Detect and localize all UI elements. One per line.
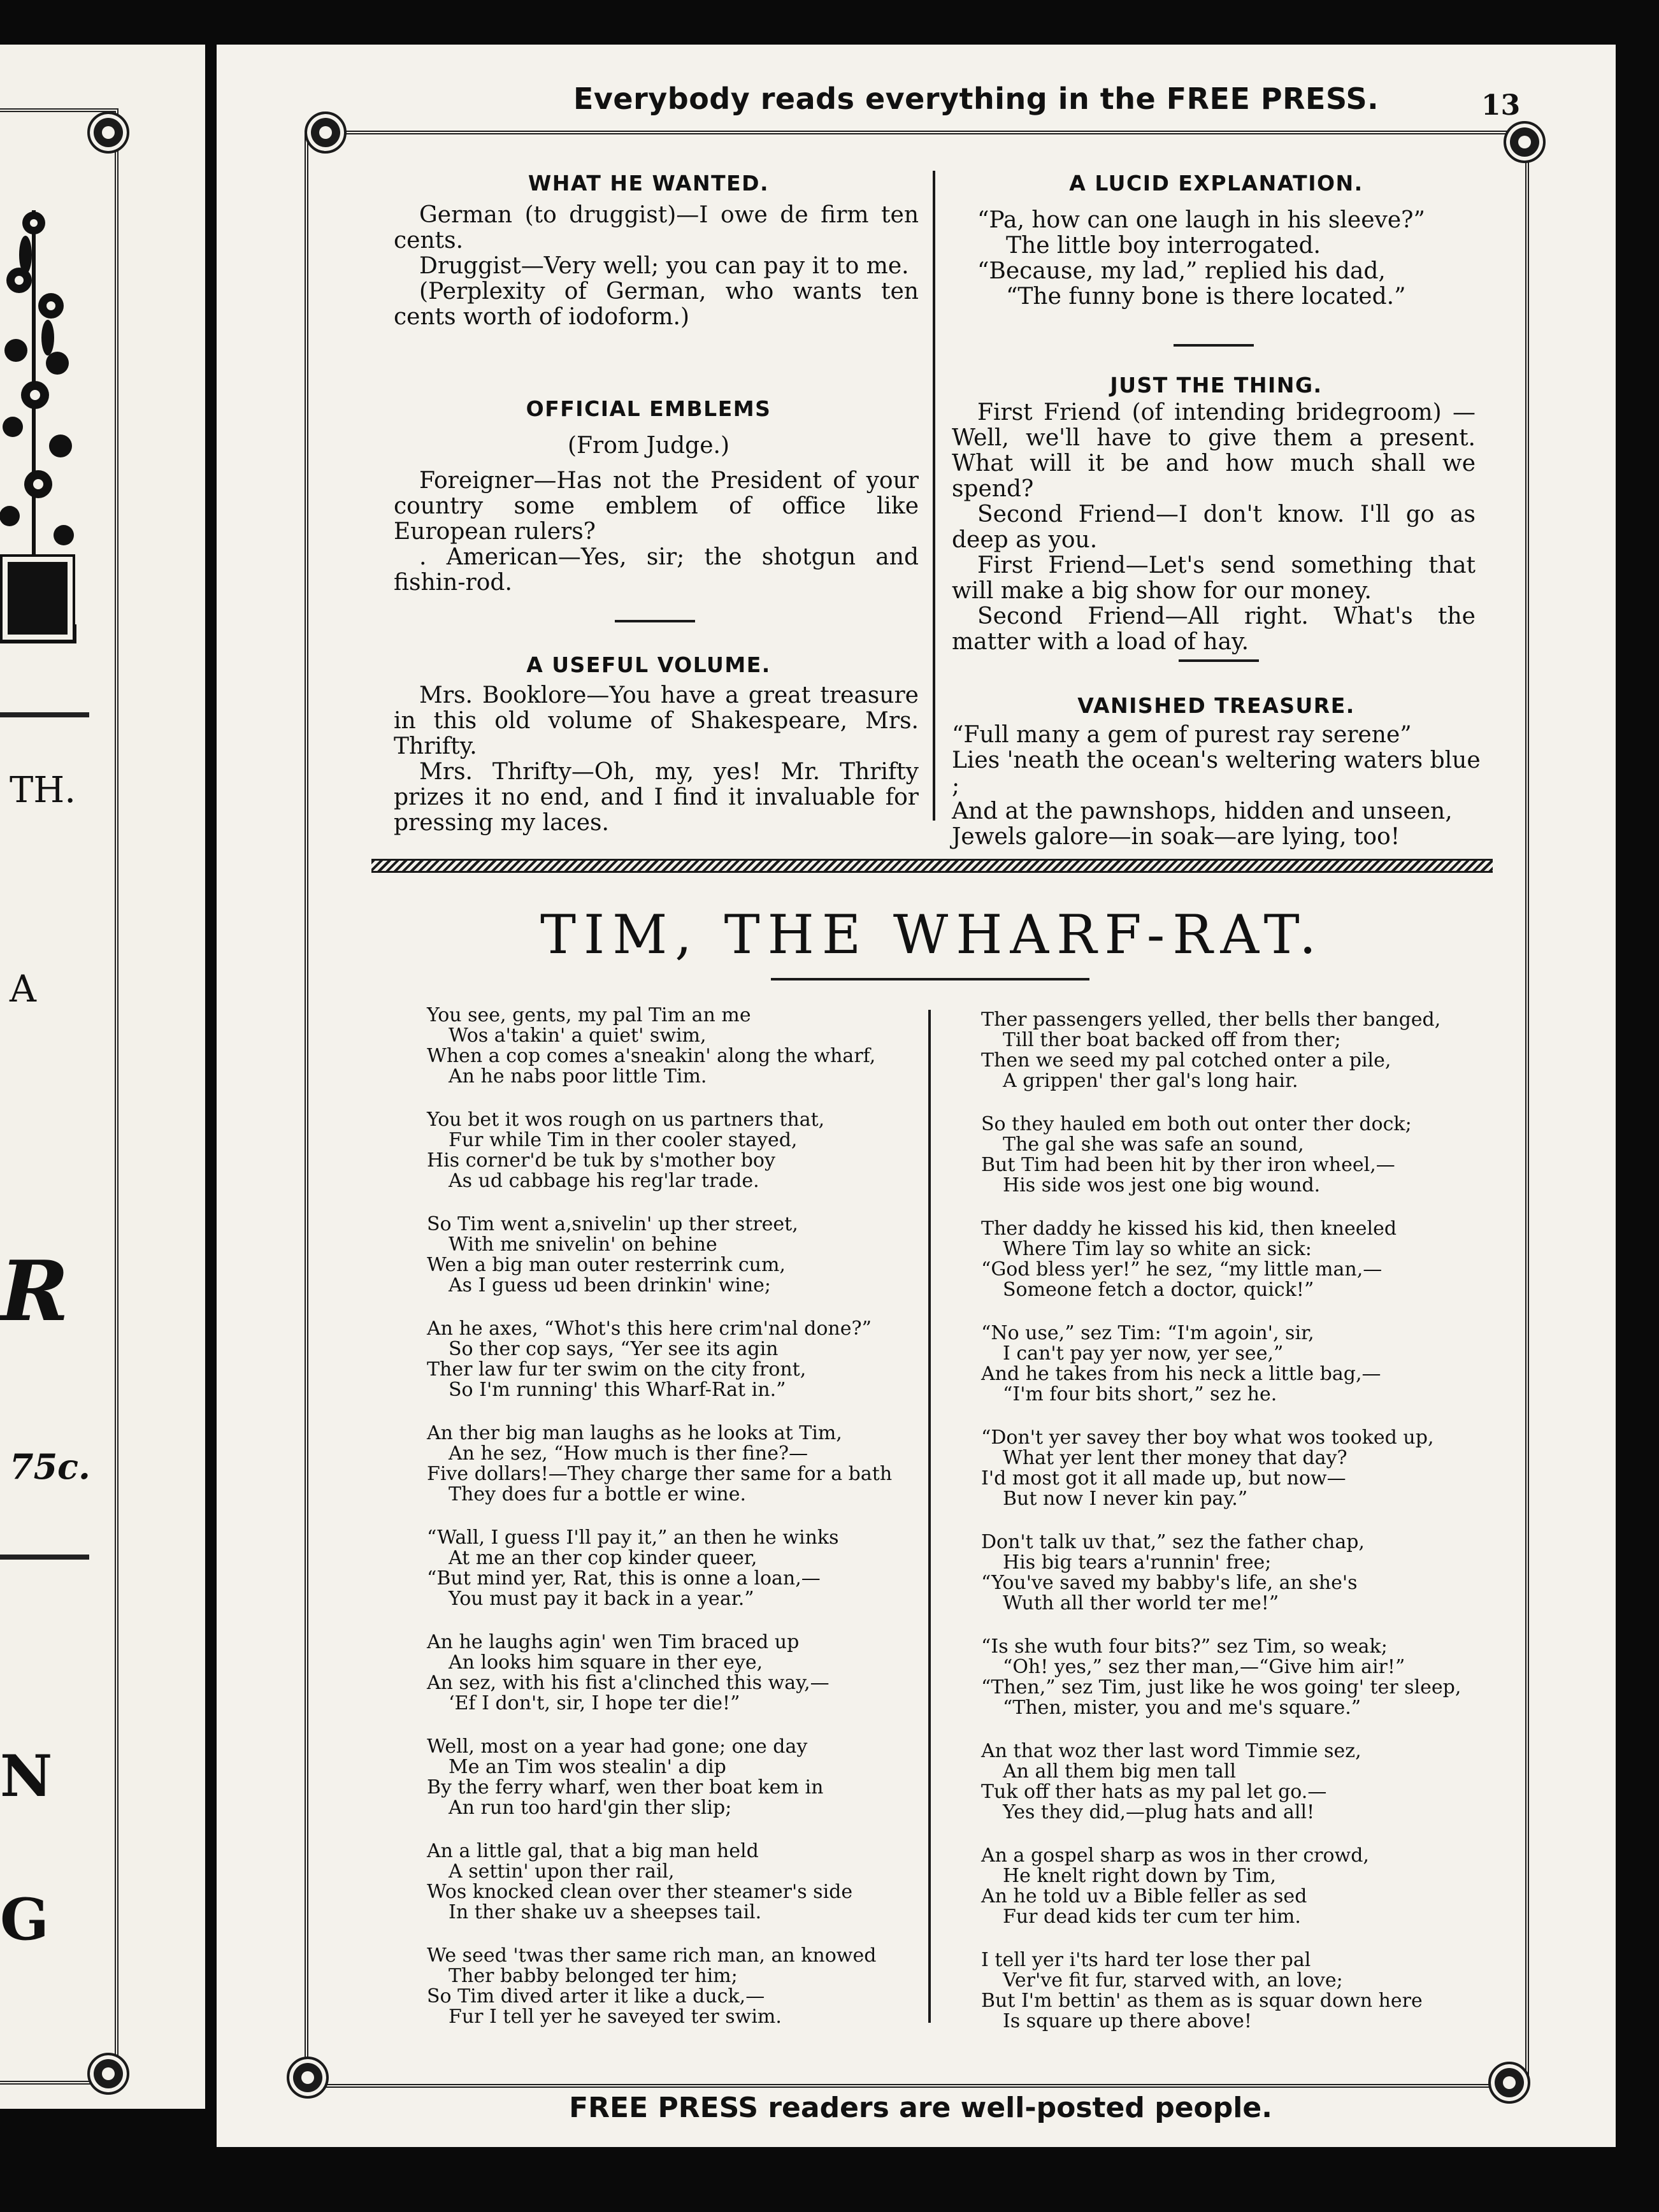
poem-right-column bbox=[981, 1010, 1484, 2055]
corner-rosette-icon bbox=[287, 2057, 329, 2099]
poem-line: “I'm four bits short,” sez he. bbox=[1003, 1383, 1277, 1405]
poem-line: Fur I tell yer he saveyed ter swim. bbox=[449, 2006, 782, 2028]
divider bbox=[0, 712, 89, 717]
poem-line: Wos knocked clean over ther steamer's side bbox=[427, 1881, 853, 1903]
article-line: German (to druggist)—I owe de firm ten cents. bbox=[394, 202, 919, 254]
poem-stanza bbox=[981, 1323, 1484, 1405]
poem-left-column bbox=[427, 1005, 911, 2050]
article-line: “The funny bone is there located.” bbox=[1006, 284, 1406, 310]
poem-line: So Tim went a,snivelin' up ther street, bbox=[427, 1213, 798, 1235]
poem-line: He knelt right down by Tim, bbox=[1003, 1865, 1277, 1887]
poem-line: With me snivelin' on behine bbox=[449, 1233, 717, 1256]
left-page-fragment: 75c. bbox=[10, 1446, 90, 1487]
poem-line: Fur while Tim in ther cooler stayed, bbox=[449, 1129, 798, 1151]
poem-line: Ther daddy he kissed his kid, then kneeled bbox=[981, 1217, 1397, 1240]
poem-line: Ther babby belonged ter him; bbox=[449, 1965, 738, 1987]
article-line: Mrs. Thrifty—Oh, my, yes! Mr. Thrifty prizes it no end, and I find it invaluable for pressing my laces. bbox=[394, 759, 919, 836]
column-divider bbox=[928, 1010, 931, 2023]
poem-stanza bbox=[427, 1841, 911, 1923]
article-line: Second Friend—I don't know. I'll go as deep as you. bbox=[952, 501, 1476, 553]
poem-line: What yer lent ther money that day? bbox=[1003, 1447, 1347, 1469]
hatched-divider bbox=[371, 859, 1493, 873]
poem-line: I tell yer i'ts hard ter lose ther pal bbox=[981, 1949, 1311, 1971]
article-vanished-treasure bbox=[952, 722, 1481, 850]
article-title: JUST THE THING. bbox=[1110, 373, 1323, 398]
corner-rosette-icon bbox=[87, 111, 129, 154]
poem-line: ‘Ef I don't, sir, I hope ter die!” bbox=[449, 1692, 740, 1714]
left-page-fragment: R bbox=[0, 1242, 69, 1340]
poem-line: Where Tim lay so white an sick: bbox=[1003, 1238, 1312, 1260]
article-line: Jewels galore—in soak—are lying, too! bbox=[952, 824, 1400, 850]
poem-stanza bbox=[427, 1110, 911, 1191]
poem-line: They does fur a bottle er wine. bbox=[449, 1483, 747, 1505]
article-lucid-explanation bbox=[952, 208, 1481, 310]
poem-stanza bbox=[427, 1737, 911, 1818]
poem-line: An run too hard'gin ther slip; bbox=[449, 1797, 732, 1819]
poem-line: Five dollars!—They charge ther same for a bath bbox=[427, 1463, 893, 1485]
poem-line: Fur dead kids ter cum ter him. bbox=[1003, 1906, 1301, 1928]
poem-line: So they hauled em both out onter ther dock; bbox=[981, 1113, 1412, 1135]
article-line: Foreigner—Has not the President of your country some emblem of office like European rulers? bbox=[394, 468, 919, 545]
poem-line: His big tears a'runnin' free; bbox=[1003, 1551, 1272, 1574]
poem-line: Ther passengers yelled, ther bells ther banged, bbox=[981, 1009, 1441, 1031]
poem-line: “God bless yer!” he sez, “my little man,— bbox=[981, 1258, 1382, 1281]
poem-line: An he laughs agin' wen Tim braced up bbox=[427, 1631, 800, 1653]
poem-line: An he nabs poor little Tim. bbox=[449, 1065, 707, 1088]
poem-line: “No use,” sez Tim: “I'm agoin', sir, bbox=[981, 1322, 1314, 1344]
poem-stanza bbox=[427, 1319, 911, 1400]
poem-line: Someone fetch a doctor, quick!” bbox=[1003, 1279, 1314, 1301]
poem-stanza bbox=[427, 1946, 911, 2027]
poem-stanza bbox=[981, 1428, 1484, 1509]
poem-line: A grippen' ther gal's long hair. bbox=[1003, 1070, 1298, 1092]
poem-line: Me an Tim wos stealin' a dip bbox=[449, 1756, 726, 1778]
corner-rosette-icon bbox=[87, 2053, 129, 2095]
poem-line: “But mind yer, Rat, this is onne a loan,— bbox=[427, 1567, 821, 1590]
article-line: (Perplexity of German, who wants ten cents worth of iodoform.) bbox=[394, 278, 919, 330]
article-just-the-thing bbox=[952, 400, 1476, 655]
article-line: Mrs. Booklore—You have a great treasure in this old volume of Shakespeare, Mrs. Thrifty. bbox=[394, 682, 919, 759]
poem-line: But I'm bettin' as them as is squar down here bbox=[981, 1990, 1423, 2012]
article-title: VANISHED TREASURE. bbox=[1077, 693, 1355, 718]
vase-pedestal bbox=[0, 554, 75, 642]
poem-line: As I guess ud been drinkin' wine; bbox=[449, 1274, 772, 1296]
poem-line: “You've saved my babby's life, an she's bbox=[981, 1572, 1358, 1594]
column-divider bbox=[933, 171, 935, 821]
poem-line: An looks him square in ther eye, bbox=[449, 1651, 763, 1674]
section-rule bbox=[1179, 659, 1259, 662]
poem-line: In ther shake uv a sheepses tail. bbox=[449, 1901, 762, 1923]
section-rule bbox=[615, 620, 695, 622]
poem-line: An sez, with his fist a'clinched this way,— bbox=[427, 1672, 830, 1694]
poem-line: When a cop comes a'sneakin' along the wharf, bbox=[427, 1045, 876, 1067]
poem-stanza bbox=[427, 1005, 911, 1087]
article-subtitle: (From Judge.) bbox=[568, 433, 729, 459]
article-line: . American—Yes, sir; the shotgun and fishin-rod. bbox=[394, 544, 919, 596]
article-title: WHAT HE WANTED. bbox=[528, 171, 770, 196]
poem-line: Then we seed my pal cotched onter a pile, bbox=[981, 1049, 1391, 1072]
poem-stanza bbox=[981, 1219, 1484, 1300]
poem-line: An that woz ther last word Timmie sez, bbox=[981, 1740, 1361, 1762]
article-line: “Full many a gem of purest ray serene” bbox=[952, 722, 1412, 748]
corner-rosette-icon bbox=[305, 111, 347, 154]
poem-line: An ther big man laughs as he looks at Tim, bbox=[427, 1422, 842, 1444]
left-page-fragment: G bbox=[0, 1886, 49, 1953]
poem-stanza bbox=[427, 1632, 911, 1714]
poem-line: Wuth all ther world ter me!” bbox=[1003, 1592, 1279, 1614]
poem-line: “Is she wuth four bits?” sez Tim, so weak; bbox=[981, 1635, 1388, 1658]
poem-line: Well, most on a year had gone; one day bbox=[427, 1735, 808, 1758]
corner-rosette-icon bbox=[1504, 121, 1546, 163]
article-line: Druggist—Very well; you can pay it to me. bbox=[419, 253, 909, 279]
poem-line: But now I never kin pay.” bbox=[1003, 1488, 1248, 1510]
poem-stanza bbox=[427, 1528, 911, 1609]
poem-stanza bbox=[981, 1741, 1484, 1823]
header-tagline: Everybody reads everything in the FREE PRESS. bbox=[573, 82, 1379, 116]
article-official-emblems bbox=[394, 468, 919, 596]
poem-line: Till ther boat backed off from ther; bbox=[1003, 1029, 1341, 1051]
poem-line: The gal she was safe an sound, bbox=[1003, 1133, 1304, 1156]
poem-line: Yes they did,—plug hats and all! bbox=[1003, 1801, 1315, 1823]
poem-line: An a gospel sharp as wos in ther crowd, bbox=[981, 1844, 1369, 1867]
article-line: “Pa, how can one laugh in his sleeve?” bbox=[977, 207, 1425, 233]
poem-line: “Then, mister, you and me's square.” bbox=[1003, 1697, 1361, 1719]
article-line: First Friend (of intending bridegroom) —Well, we'll have to give them a present. What will it be and how much shall we spend? bbox=[952, 399, 1476, 502]
poem-line: By the ferry wharf, wen ther boat kem in bbox=[427, 1776, 824, 1799]
article-line: The little boy interrogated. bbox=[1006, 233, 1321, 259]
poem-stanza bbox=[981, 1950, 1484, 2032]
poem-line: We seed 'twas ther same rich man, an knowed bbox=[427, 1944, 877, 1967]
poem-stanza bbox=[981, 1846, 1484, 1927]
poem-line: A settin' upon ther rail, bbox=[449, 1860, 675, 1883]
title-rule bbox=[771, 978, 1089, 980]
left-page-fragment: TH. bbox=[10, 770, 76, 811]
poem-line: An all them big men tall bbox=[1003, 1760, 1236, 1783]
poem-title: TIM, THE WHARF-RAT. bbox=[540, 903, 1324, 966]
poem-stanza bbox=[427, 1423, 911, 1505]
article-title: OFFICIAL EMBLEMS bbox=[526, 396, 772, 421]
left-page-fragment: A bbox=[10, 967, 36, 1010]
poem-stanza bbox=[981, 1532, 1484, 1614]
footer-tagline: FREE PRESS readers are well-posted people. bbox=[569, 2092, 1272, 2124]
poem-line: “Then,” sez Tim, just like he wos going' ter sleep, bbox=[981, 1676, 1462, 1698]
article-useful-volume bbox=[394, 683, 919, 836]
poem-line: An he axes, “Whot's this here crim'nal done?” bbox=[427, 1318, 872, 1340]
poem-stanza bbox=[981, 1637, 1484, 1718]
poem-line: But Tim had been hit by ther iron wheel,— bbox=[981, 1154, 1395, 1176]
poem-line: You see, gents, my pal Tim an me bbox=[427, 1004, 751, 1026]
poem-line: So Tim dived arter it like a duck,— bbox=[427, 1985, 765, 2007]
poem-stanza bbox=[427, 1214, 911, 1296]
poem-line: Ver've fit fur, starved with, an love; bbox=[1003, 1969, 1343, 1992]
poem-line: Ther law fur ter swim on the city front, bbox=[427, 1358, 807, 1381]
section-rule bbox=[1174, 344, 1254, 347]
article-title: A USEFUL VOLUME. bbox=[526, 652, 771, 677]
divider bbox=[0, 1555, 89, 1560]
poem-line: At me an ther cop kinder queer, bbox=[449, 1547, 758, 1569]
poem-line: An a little gal, that a big man held bbox=[427, 1840, 759, 1862]
poem-line: As ud cabbage his reg'lar trade. bbox=[449, 1170, 759, 1192]
poem-line: “Wall, I guess I'll pay it,” an then he winks bbox=[427, 1526, 839, 1549]
poem-line: I'd most got it all made up, but now— bbox=[981, 1467, 1346, 1490]
article-line: Lies 'neath the ocean's weltering waters blue ; bbox=[952, 747, 1481, 799]
poem-stanza bbox=[981, 1114, 1484, 1196]
page-number: 13 bbox=[1481, 89, 1521, 122]
poem-line: His side wos jest one big wound. bbox=[1003, 1174, 1321, 1196]
article-what-he-wanted bbox=[394, 203, 919, 330]
poem-stanza bbox=[981, 1010, 1484, 1091]
article-line: Second Friend—All right. What's the matter with a load of hay. bbox=[952, 603, 1476, 655]
poem-line: Wos a'takin' a quiet' swim, bbox=[449, 1024, 707, 1047]
article-title: A LUCID EXPLANATION. bbox=[1069, 171, 1363, 196]
poem-line: You must pay it back in a year.” bbox=[449, 1588, 754, 1610]
poem-line: So ther cop says, “Yer see its agin bbox=[449, 1338, 779, 1360]
poem-line: You bet it wos rough on us partners that, bbox=[427, 1109, 825, 1131]
poem-line: An he sez, “How much is ther fine?— bbox=[449, 1442, 808, 1465]
poem-line: So I'm running' this Wharf-Rat in.” bbox=[449, 1379, 786, 1401]
poem-line: I can't pay yer now, yer see,” bbox=[1003, 1342, 1284, 1365]
poem-line: Tuk off ther hats as my pal let go.— bbox=[981, 1781, 1327, 1803]
article-line: “Because, my lad,” replied his dad, bbox=[977, 258, 1386, 284]
poem-line: Wen a big man outer resterrink cum, bbox=[427, 1254, 786, 1276]
poem-line: Don't talk uv that,” sez the father chap, bbox=[981, 1531, 1365, 1553]
left-page-fragment: N bbox=[0, 1742, 53, 1810]
poem-line: “Oh! yes,” sez ther man,—“Give him air!” bbox=[1003, 1656, 1405, 1678]
poem-line: And he takes from his neck a little bag,— bbox=[981, 1363, 1381, 1385]
article-line: First Friend—Let's send something that will make a big show for our money. bbox=[952, 552, 1476, 604]
poem-line: “Don't yer savey ther boy what wos tooked up, bbox=[981, 1426, 1434, 1449]
poem-line: His corner'd be tuk by s'mother boy bbox=[427, 1149, 775, 1172]
poem-line: An he told uv a Bible feller as sed bbox=[981, 1885, 1307, 1907]
poem-line: Is square up there above! bbox=[1003, 2010, 1252, 2032]
article-line: And at the pawnshops, hidden and unseen, bbox=[952, 798, 1453, 824]
